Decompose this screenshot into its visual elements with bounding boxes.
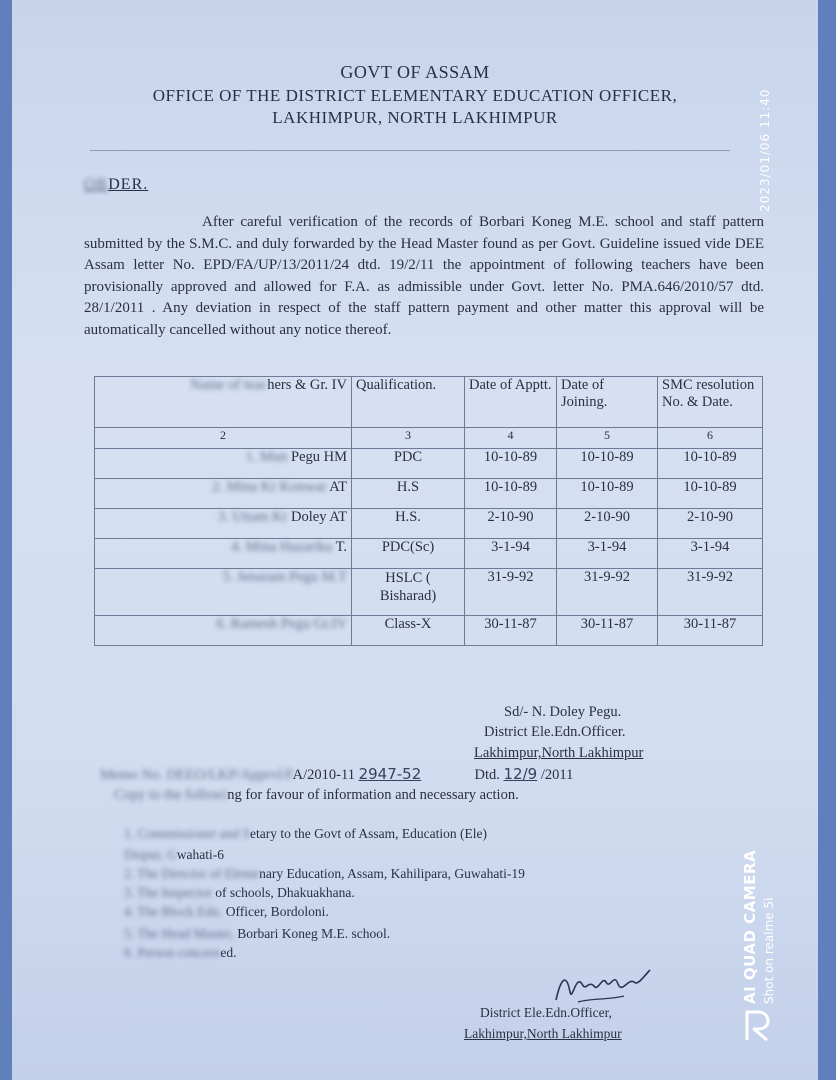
join-date-cell: 10-10-89 bbox=[557, 449, 658, 479]
qualification-cell: Class-X bbox=[352, 616, 465, 646]
copy-to-item bbox=[124, 847, 224, 863]
table-row bbox=[95, 479, 763, 509]
forwarded-line bbox=[114, 787, 519, 804]
col-number: 4 bbox=[465, 428, 557, 449]
footer-title: District Ele.Edn.Officer, bbox=[480, 1005, 612, 1020]
header-office: OFFICE OF THE DISTRICT ELEMENTARY EDUCATION OFFICER, bbox=[152, 86, 678, 105]
camera-label: AI QUAD CAMERA bbox=[741, 849, 759, 1004]
col-number: 6 bbox=[658, 428, 763, 449]
redacted-text: 5. Jenaram Pegu M.T bbox=[222, 569, 347, 585]
redacted-text: Name of teac bbox=[189, 377, 268, 393]
qualification-cell: PDC bbox=[352, 449, 465, 479]
redacted-text: 2. Mina Kr Konwar bbox=[212, 479, 330, 495]
smc-cell: 3-1-94 bbox=[658, 539, 763, 569]
appt-date-cell: 31-9-92 bbox=[465, 569, 557, 616]
join-date-cell: 31-9-92 bbox=[557, 569, 658, 616]
redacted-text: 6. Ramesh Pegu Gr.IV bbox=[216, 616, 347, 632]
smc-cell: 10-10-89 bbox=[658, 449, 763, 479]
footer-location: Lakhimpur,North Lakhimpur bbox=[464, 1026, 622, 1041]
table-row bbox=[95, 616, 763, 646]
redacted-text: Copy to the followi bbox=[114, 787, 228, 803]
table-row bbox=[95, 449, 763, 479]
teacher-name-text: AT bbox=[329, 479, 347, 495]
teacher-name bbox=[95, 539, 352, 569]
join-date-cell: 10-10-89 bbox=[557, 479, 658, 509]
smc-cell: 31-9-92 bbox=[658, 569, 763, 616]
appt-date-cell: 30-11-87 bbox=[465, 616, 557, 646]
realme-logo-icon bbox=[742, 1008, 772, 1042]
join-date-cell: 30-11-87 bbox=[557, 616, 658, 646]
forwarded-text: ng for favour of information and necessary action. bbox=[227, 787, 519, 803]
redacted-text: 5. The Head Master, bbox=[124, 926, 238, 941]
col-header-appt: Date of Apptt. bbox=[465, 377, 557, 428]
col-header-name-text: hers & Gr. IV bbox=[267, 377, 347, 393]
col-number: 3 bbox=[352, 428, 465, 449]
table-row bbox=[95, 569, 763, 616]
signature-name: Sd/- N. Doley Pegu. bbox=[504, 704, 622, 720]
order-title bbox=[84, 176, 148, 194]
signature-location: Lakhimpur,North Lakhimpur bbox=[474, 745, 644, 761]
redacted-text: 1. Commissioner and S bbox=[124, 826, 251, 841]
copy-to-item bbox=[124, 885, 355, 901]
redacted-text: 1. Mun bbox=[245, 449, 291, 465]
memo-year: /2011 bbox=[540, 767, 574, 783]
signature-title: District Ele.Edn.Officer. bbox=[484, 724, 626, 740]
appt-date-cell: 10-10-89 bbox=[465, 449, 557, 479]
teacher-name bbox=[95, 616, 352, 646]
handwritten-signature bbox=[548, 962, 658, 1010]
col-header-smc: SMC resolution No. & Date. bbox=[658, 377, 763, 428]
redacted-text: Memo No. DEEO/LKP/Apprvl/F bbox=[100, 767, 293, 783]
redacted-text: 3. Uttam Kr bbox=[217, 509, 292, 525]
memo-date: 12/9 bbox=[503, 765, 538, 783]
redacted-text: 6. Person concern bbox=[124, 945, 221, 960]
teacher-name bbox=[95, 449, 352, 479]
qualification-cell: PDC(Sc) bbox=[352, 539, 465, 569]
redacted-text: Dispur, G bbox=[124, 847, 177, 862]
copy-to-text: nary Education, Assam, Kahilipara, Guwahati-19 bbox=[259, 866, 525, 881]
table-header-row bbox=[95, 377, 763, 428]
camera-watermark bbox=[740, 824, 800, 1004]
copy-to-item bbox=[124, 826, 487, 842]
copy-to-item bbox=[124, 866, 525, 882]
teacher-name bbox=[95, 479, 352, 509]
header-location: LAKHIMPUR, NORTH LAKHIMPUR bbox=[272, 108, 558, 127]
teacher-name bbox=[95, 509, 352, 539]
copy-to-text: Borbari Koneg M.E. school. bbox=[237, 926, 391, 941]
copy-to-text: of schools, Dhakuakhana. bbox=[215, 885, 355, 900]
qualification-cell: H.S bbox=[352, 479, 465, 509]
table-row bbox=[95, 539, 763, 569]
memo-number: 2947-52 bbox=[358, 765, 422, 783]
document-page bbox=[12, 0, 818, 1080]
copy-to-text: Officer, Bordoloni. bbox=[225, 904, 329, 919]
memo-line bbox=[100, 765, 573, 784]
redacted-text: 4. The Block Edn. bbox=[124, 904, 226, 919]
appt-date-cell: 3-1-94 bbox=[465, 539, 557, 569]
col-number: 5 bbox=[557, 428, 658, 449]
redacted-text: 4. Mina Hazarika bbox=[231, 539, 336, 555]
teacher-name-text: T. bbox=[335, 539, 347, 555]
smc-cell: 30-11-87 bbox=[658, 616, 763, 646]
col-header-qualification: Qualification. bbox=[352, 377, 465, 428]
copy-to-text: etary to the Govt of Assam, Education (Ele) bbox=[250, 826, 487, 841]
appt-date-cell: 2-10-90 bbox=[465, 509, 557, 539]
smc-cell: 2-10-90 bbox=[658, 509, 763, 539]
join-date-cell: 3-1-94 bbox=[557, 539, 658, 569]
copy-to-text: wahati-6 bbox=[176, 847, 224, 862]
join-date-cell: 2-10-90 bbox=[557, 509, 658, 539]
camera-subtitle: Shot on realme 5i bbox=[762, 897, 776, 1004]
table-number-row bbox=[95, 428, 763, 449]
memo-dtd-label: Dtd. bbox=[474, 767, 500, 783]
appt-date-cell: 10-10-89 bbox=[465, 479, 557, 509]
smc-cell: 10-10-89 bbox=[658, 479, 763, 509]
col-number: 2 bbox=[95, 428, 352, 449]
col-header-joining: Date of Joining. bbox=[557, 377, 658, 428]
copy-to-item bbox=[124, 945, 236, 961]
header-divider bbox=[90, 150, 730, 151]
table-row bbox=[95, 509, 763, 539]
qualification-cell: HSLC ( Bisharad) bbox=[352, 569, 465, 616]
redacted-text: 2. The Director of Eleme bbox=[124, 866, 260, 881]
copy-to-item bbox=[124, 926, 390, 942]
redacted-text: OR bbox=[84, 176, 109, 193]
copy-to-text: ed. bbox=[220, 945, 237, 960]
copy-to-item bbox=[124, 904, 329, 920]
teacher-name-text: Pegu HM bbox=[291, 449, 347, 465]
qualification-cell: H.S. bbox=[352, 509, 465, 539]
redacted-text: 3. The Inspector bbox=[124, 885, 216, 900]
teacher-table bbox=[94, 376, 763, 646]
teacher-name-text: Doley AT bbox=[291, 509, 347, 525]
memo-prefix: A/2010-11 bbox=[292, 767, 355, 783]
body-paragraph: After careful verification of the records of Borbari Koneg M.E. school and staff pattern submitted by the S.M.C. and duly forwarded by the Head Master found as per Govt. Guideline issued vide DEE Assam letter No. EPD/FA/UP/13/2011/24 dtd. 19/2/11 the appointment of following teachers have been provisionally approved and allowed for F.A. as admissible under Govt. letter No. PMA.646/2010/57 dtd. 28/1/2011 . Any deviation in respect of the staff pattern payment and other matter this approval will be automatically cancelled without any notice thereof. bbox=[84, 214, 764, 338]
header-govt: GOVT OF ASSAM bbox=[340, 62, 490, 82]
teacher-name bbox=[95, 569, 352, 616]
photo-timestamp: 2023/01/06 11:40 bbox=[758, 88, 772, 212]
col-header-name bbox=[95, 377, 352, 428]
order-title-text: DER. bbox=[108, 176, 149, 193]
